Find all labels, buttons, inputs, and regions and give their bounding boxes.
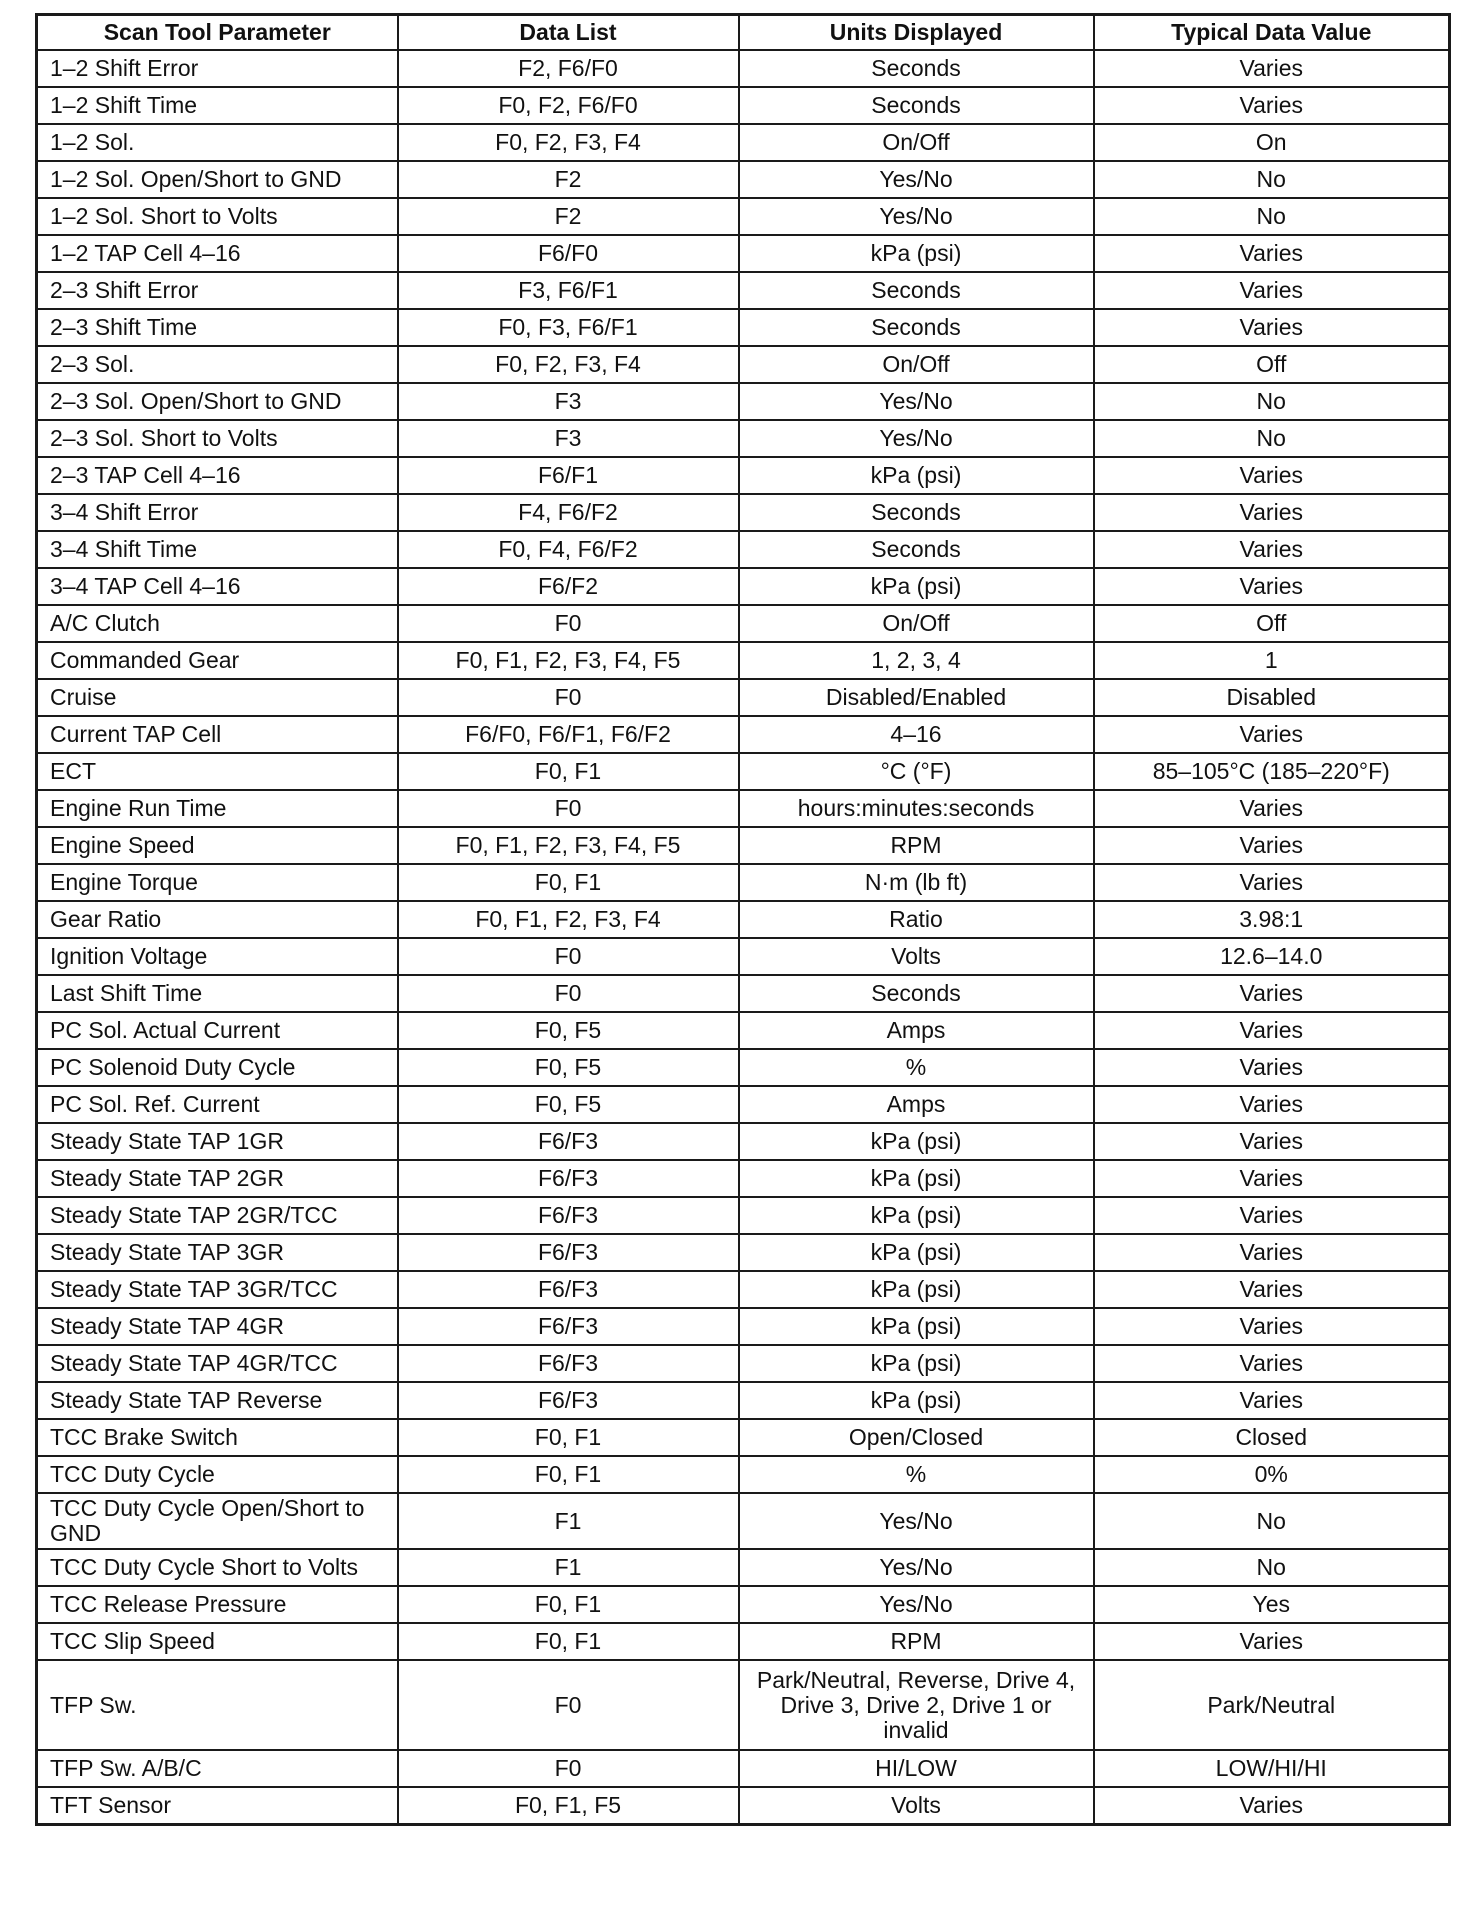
parameter-cell: 1–2 Sol. Short to Volts: [37, 198, 398, 235]
typical-value-cell: Varies: [1094, 1049, 1450, 1086]
data-list-cell: F0, F1, F5: [398, 1787, 739, 1825]
parameter-cell: Steady State TAP 2GR: [37, 1160, 398, 1197]
parameter-cell: 2–3 Shift Time: [37, 309, 398, 346]
scan-tool-data-table: [35, 13, 1451, 1826]
scan-tool-data-sheet: [35, 13, 1448, 1826]
typical-value-cell: Yes: [1094, 1586, 1450, 1623]
typical-value-cell: Off: [1094, 346, 1450, 383]
data-list-cell: F2, F6/F0: [398, 50, 739, 87]
data-list-cell: F6/F3: [398, 1197, 739, 1234]
data-list-cell: F2: [398, 198, 739, 235]
data-list-cell: F6/F3: [398, 1160, 739, 1197]
units-cell: kPa (psi): [739, 1123, 1094, 1160]
parameter-cell: Steady State TAP 3GR: [37, 1234, 398, 1271]
table-row: [37, 124, 1450, 161]
data-list-cell: F1: [398, 1493, 739, 1549]
units-cell: Seconds: [739, 87, 1094, 124]
parameter-cell: Engine Speed: [37, 827, 398, 864]
data-list-cell: F2: [398, 161, 739, 198]
typical-value-cell: Varies: [1094, 1382, 1450, 1419]
header-scan-tool-parameter: Scan Tool Parameter: [37, 15, 398, 51]
parameter-cell: Steady State TAP Reverse: [37, 1382, 398, 1419]
units-cell: kPa (psi): [739, 568, 1094, 605]
typical-value-cell: Varies: [1094, 1308, 1450, 1345]
units-cell: On/Off: [739, 605, 1094, 642]
table-row: [37, 346, 1450, 383]
data-list-cell: F0, F1: [398, 864, 739, 901]
data-list-cell: F0, F5: [398, 1012, 739, 1049]
parameter-cell: PC Solenoid Duty Cycle: [37, 1049, 398, 1086]
data-list-cell: F0, F3, F6/F1: [398, 309, 739, 346]
typical-value-cell: Varies: [1094, 1623, 1450, 1660]
typical-value-cell: 85–105°C (185–220°F): [1094, 753, 1450, 790]
typical-value-cell: Varies: [1094, 494, 1450, 531]
units-cell: Seconds: [739, 531, 1094, 568]
units-cell: Yes/No: [739, 198, 1094, 235]
parameter-cell: Engine Torque: [37, 864, 398, 901]
parameter-cell: 3–4 TAP Cell 4–16: [37, 568, 398, 605]
units-cell: Park/Neutral, Reverse, Drive 4, Drive 3, Drive 2, Drive 1 or invalid: [739, 1660, 1094, 1750]
data-list-cell: F0, F1: [398, 1456, 739, 1493]
typical-value-cell: Varies: [1094, 457, 1450, 494]
table-row: [37, 1345, 1450, 1382]
table-row: [37, 1049, 1450, 1086]
typical-value-cell: Varies: [1094, 87, 1450, 124]
data-list-cell: F0, F1, F2, F3, F4, F5: [398, 827, 739, 864]
units-cell: 4–16: [739, 716, 1094, 753]
data-list-cell: F0: [398, 938, 739, 975]
parameter-cell: Last Shift Time: [37, 975, 398, 1012]
units-cell: kPa (psi): [739, 1308, 1094, 1345]
units-cell: On/Off: [739, 124, 1094, 161]
data-list-cell: F0, F5: [398, 1049, 739, 1086]
data-list-cell: F0: [398, 1750, 739, 1787]
units-cell: kPa (psi): [739, 1382, 1094, 1419]
typical-value-cell: Off: [1094, 605, 1450, 642]
units-cell: RPM: [739, 1623, 1094, 1660]
table-row: [37, 753, 1450, 790]
parameter-cell: TFT Sensor: [37, 1787, 398, 1825]
parameter-cell: 2–3 Shift Error: [37, 272, 398, 309]
typical-value-cell: Varies: [1094, 309, 1450, 346]
parameter-cell: Engine Run Time: [37, 790, 398, 827]
typical-value-cell: 3.98:1: [1094, 901, 1450, 938]
data-list-cell: F0, F2, F3, F4: [398, 124, 739, 161]
units-cell: kPa (psi): [739, 235, 1094, 272]
header-typical-data-value: Typical Data Value: [1094, 15, 1450, 51]
data-list-cell: F0, F1: [398, 1586, 739, 1623]
parameter-cell: Steady State TAP 4GR/TCC: [37, 1345, 398, 1382]
table-row: [37, 1086, 1450, 1123]
parameter-cell: 2–3 TAP Cell 4–16: [37, 457, 398, 494]
units-cell: Yes/No: [739, 1586, 1094, 1623]
typical-value-cell: 12.6–14.0: [1094, 938, 1450, 975]
typical-value-cell: Varies: [1094, 864, 1450, 901]
data-list-cell: F0, F2, F3, F4: [398, 346, 739, 383]
parameter-cell: 1–2 Shift Time: [37, 87, 398, 124]
table-row: [37, 1197, 1450, 1234]
typical-value-cell: Varies: [1094, 568, 1450, 605]
units-cell: %: [739, 1456, 1094, 1493]
units-cell: kPa (psi): [739, 1197, 1094, 1234]
typical-value-cell: Varies: [1094, 50, 1450, 87]
table-row: [37, 1308, 1450, 1345]
units-cell: Yes/No: [739, 1493, 1094, 1549]
typical-value-cell: Varies: [1094, 975, 1450, 1012]
table-row: [37, 272, 1450, 309]
typical-value-cell: Varies: [1094, 1271, 1450, 1308]
typical-value-cell: Varies: [1094, 827, 1450, 864]
typical-value-cell: Disabled: [1094, 679, 1450, 716]
table-row: [37, 1549, 1450, 1586]
table-row: [37, 457, 1450, 494]
data-list-cell: F3: [398, 383, 739, 420]
table-row: [37, 864, 1450, 901]
parameter-cell: TCC Duty Cycle: [37, 1456, 398, 1493]
typical-value-cell: Varies: [1094, 272, 1450, 309]
table-row: [37, 1234, 1450, 1271]
data-list-cell: F0, F2, F6/F0: [398, 87, 739, 124]
units-cell: kPa (psi): [739, 1345, 1094, 1382]
parameter-cell: Steady State TAP 2GR/TCC: [37, 1197, 398, 1234]
data-list-cell: F6/F3: [398, 1382, 739, 1419]
parameter-cell: TCC Duty Cycle Open/Short to GND: [37, 1493, 398, 1549]
typical-value-cell: Closed: [1094, 1419, 1450, 1456]
data-list-cell: F0: [398, 1660, 739, 1750]
typical-value-cell: No: [1094, 383, 1450, 420]
units-cell: Open/Closed: [739, 1419, 1094, 1456]
parameter-cell: PC Sol. Actual Current: [37, 1012, 398, 1049]
data-list-cell: F0, F1, F2, F3, F4: [398, 901, 739, 938]
parameter-cell: Steady State TAP 4GR: [37, 1308, 398, 1345]
units-cell: kPa (psi): [739, 1271, 1094, 1308]
table-row: [37, 1271, 1450, 1308]
table-row: [37, 161, 1450, 198]
table-row: [37, 827, 1450, 864]
parameter-cell: TCC Slip Speed: [37, 1623, 398, 1660]
units-cell: Amps: [739, 1086, 1094, 1123]
data-list-cell: F6/F3: [398, 1123, 739, 1160]
typical-value-cell: Varies: [1094, 1086, 1450, 1123]
typical-value-cell: Varies: [1094, 1345, 1450, 1382]
parameter-cell: 2–3 Sol.: [37, 346, 398, 383]
typical-value-cell: No: [1094, 161, 1450, 198]
data-list-cell: F6/F0: [398, 235, 739, 272]
header-data-list: Data List: [398, 15, 739, 51]
units-cell: Yes/No: [739, 1549, 1094, 1586]
parameter-cell: ECT: [37, 753, 398, 790]
typical-value-cell: No: [1094, 1493, 1450, 1549]
table-row: [37, 383, 1450, 420]
typical-value-cell: Varies: [1094, 790, 1450, 827]
units-cell: HI/LOW: [739, 1750, 1094, 1787]
table-row: [37, 494, 1450, 531]
table-row: [37, 1012, 1450, 1049]
table-row: [37, 975, 1450, 1012]
units-cell: kPa (psi): [739, 1160, 1094, 1197]
table-row: [37, 420, 1450, 457]
data-list-cell: F0: [398, 790, 739, 827]
units-cell: RPM: [739, 827, 1094, 864]
parameter-cell: Ignition Voltage: [37, 938, 398, 975]
units-cell: Yes/No: [739, 420, 1094, 457]
table-row: [37, 568, 1450, 605]
parameter-cell: Current TAP Cell: [37, 716, 398, 753]
table-row: [37, 790, 1450, 827]
table-row: [37, 1123, 1450, 1160]
table-row: [37, 531, 1450, 568]
parameter-cell: Cruise: [37, 679, 398, 716]
units-cell: Seconds: [739, 975, 1094, 1012]
data-list-cell: F3, F6/F1: [398, 272, 739, 309]
typical-value-cell: Varies: [1094, 1160, 1450, 1197]
typical-value-cell: LOW/HI/HI: [1094, 1750, 1450, 1787]
parameter-cell: A/C Clutch: [37, 605, 398, 642]
data-list-cell: F6/F3: [398, 1271, 739, 1308]
data-list-cell: F0, F1: [398, 1623, 739, 1660]
parameter-cell: 1–2 Sol.: [37, 124, 398, 161]
data-list-cell: F0, F5: [398, 1086, 739, 1123]
typical-value-cell: Varies: [1094, 1197, 1450, 1234]
table-row: [37, 901, 1450, 938]
parameter-cell: 3–4 Shift Error: [37, 494, 398, 531]
table-header-row: [37, 15, 1450, 51]
table-row: [37, 642, 1450, 679]
units-cell: Yes/No: [739, 383, 1094, 420]
units-cell: Yes/No: [739, 161, 1094, 198]
data-list-cell: F6/F3: [398, 1234, 739, 1271]
typical-value-cell: Varies: [1094, 1012, 1450, 1049]
typical-value-cell: No: [1094, 1549, 1450, 1586]
typical-value-cell: Varies: [1094, 1123, 1450, 1160]
parameter-cell: 3–4 Shift Time: [37, 531, 398, 568]
units-cell: Seconds: [739, 309, 1094, 346]
typical-value-cell: Varies: [1094, 1787, 1450, 1825]
table-row: [37, 198, 1450, 235]
units-cell: Seconds: [739, 50, 1094, 87]
header-units-displayed: Units Displayed: [739, 15, 1094, 51]
parameter-cell: 1–2 Sol. Open/Short to GND: [37, 161, 398, 198]
units-cell: %: [739, 1049, 1094, 1086]
typical-value-cell: Varies: [1094, 531, 1450, 568]
parameter-cell: Steady State TAP 3GR/TCC: [37, 1271, 398, 1308]
typical-value-cell: 0%: [1094, 1456, 1450, 1493]
table-row: [37, 716, 1450, 753]
typical-value-cell: No: [1094, 198, 1450, 235]
units-cell: Ratio: [739, 901, 1094, 938]
typical-value-cell: No: [1094, 420, 1450, 457]
typical-value-cell: Park/Neutral: [1094, 1660, 1450, 1750]
data-list-cell: F0, F4, F6/F2: [398, 531, 739, 568]
units-cell: 1, 2, 3, 4: [739, 642, 1094, 679]
data-list-cell: F0: [398, 679, 739, 716]
data-list-cell: F6/F1: [398, 457, 739, 494]
table-row: [37, 679, 1450, 716]
units-cell: Disabled/Enabled: [739, 679, 1094, 716]
parameter-cell: TCC Duty Cycle Short to Volts: [37, 1549, 398, 1586]
data-list-cell: F1: [398, 1549, 739, 1586]
parameter-cell: 2–3 Sol. Short to Volts: [37, 420, 398, 457]
parameter-cell: 1–2 Shift Error: [37, 50, 398, 87]
parameter-cell: TFP Sw. A/B/C: [37, 1750, 398, 1787]
table-row: [37, 605, 1450, 642]
units-cell: Volts: [739, 1787, 1094, 1825]
table-row: [37, 1160, 1450, 1197]
units-cell: hours:minutes:seconds: [739, 790, 1094, 827]
data-list-cell: F6/F0, F6/F1, F6/F2: [398, 716, 739, 753]
table-row: [37, 1456, 1450, 1493]
table-row: [37, 1493, 1450, 1549]
parameter-cell: TCC Brake Switch: [37, 1419, 398, 1456]
data-list-cell: F3: [398, 420, 739, 457]
units-cell: N·m (lb ft): [739, 864, 1094, 901]
units-cell: Seconds: [739, 494, 1094, 531]
table-row: [37, 1419, 1450, 1456]
units-cell: kPa (psi): [739, 1234, 1094, 1271]
parameter-cell: 2–3 Sol. Open/Short to GND: [37, 383, 398, 420]
units-cell: Seconds: [739, 272, 1094, 309]
data-list-cell: F6/F3: [398, 1308, 739, 1345]
data-list-cell: F6/F3: [398, 1345, 739, 1382]
parameter-cell: Steady State TAP 1GR: [37, 1123, 398, 1160]
table-row: [37, 1750, 1450, 1787]
data-list-cell: F6/F2: [398, 568, 739, 605]
parameter-cell: PC Sol. Ref. Current: [37, 1086, 398, 1123]
table-row: [37, 235, 1450, 272]
table-row: [37, 1787, 1450, 1825]
parameter-cell: TCC Release Pressure: [37, 1586, 398, 1623]
units-cell: Volts: [739, 938, 1094, 975]
units-cell: kPa (psi): [739, 457, 1094, 494]
table-row: [37, 50, 1450, 87]
typical-value-cell: On: [1094, 124, 1450, 161]
data-list-cell: F4, F6/F2: [398, 494, 739, 531]
table-row: [37, 1660, 1450, 1750]
parameter-cell: Commanded Gear: [37, 642, 398, 679]
table-row: [37, 309, 1450, 346]
table-body: [37, 50, 1450, 1825]
data-list-cell: F0, F1, F2, F3, F4, F5: [398, 642, 739, 679]
table-row: [37, 87, 1450, 124]
table-row: [37, 1623, 1450, 1660]
data-list-cell: F0, F1: [398, 1419, 739, 1456]
parameter-cell: TFP Sw.: [37, 1660, 398, 1750]
units-cell: Amps: [739, 1012, 1094, 1049]
units-cell: °C (°F): [739, 753, 1094, 790]
table-row: [37, 938, 1450, 975]
parameter-cell: Gear Ratio: [37, 901, 398, 938]
typical-value-cell: Varies: [1094, 235, 1450, 272]
typical-value-cell: 1: [1094, 642, 1450, 679]
table-row: [37, 1586, 1450, 1623]
data-list-cell: F0: [398, 605, 739, 642]
typical-value-cell: Varies: [1094, 1234, 1450, 1271]
parameter-cell: 1–2 TAP Cell 4–16: [37, 235, 398, 272]
table-row: [37, 1382, 1450, 1419]
units-cell: On/Off: [739, 346, 1094, 383]
typical-value-cell: Varies: [1094, 716, 1450, 753]
data-list-cell: F0: [398, 975, 739, 1012]
data-list-cell: F0, F1: [398, 753, 739, 790]
